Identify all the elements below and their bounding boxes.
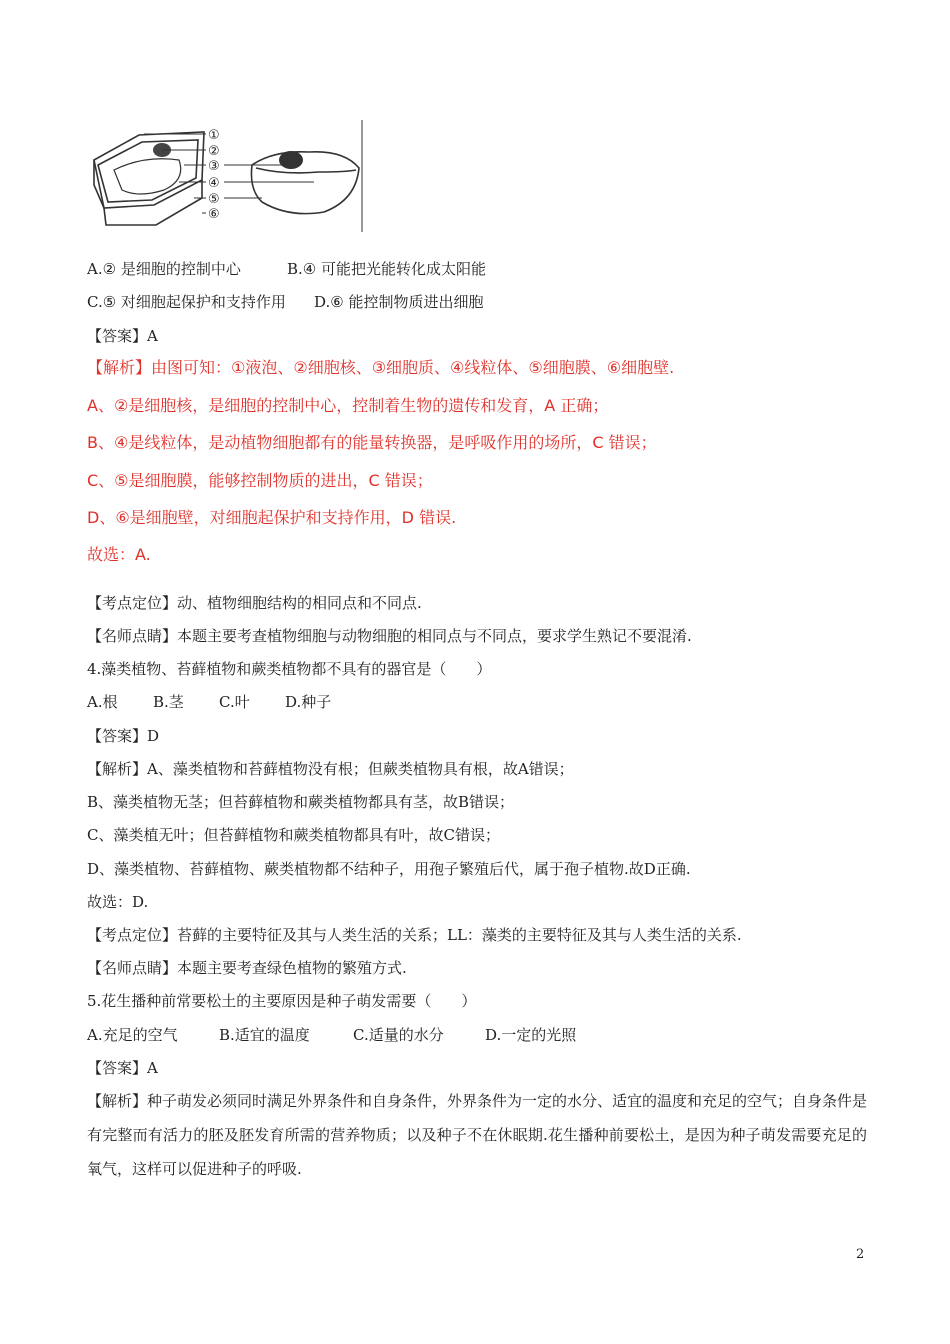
q3-options-row1 — [87, 259, 486, 279]
animal-cell-drawing — [251, 152, 359, 214]
figure-label-3: ③ — [208, 159, 220, 174]
q3-kaodian: 【考点定位】动、植物细胞结构的相同点和不同点. — [87, 594, 422, 612]
q4-analysis-line-1: 【解析】A、藻类植物和苔藓植物没有根；但蕨类植物具有根，故A错误； — [87, 760, 574, 778]
q4-option-b: B.茎 — [153, 693, 184, 711]
q4-dianjing: 【名师点睛】本题主要考查绿色植物的繁殖方式. — [87, 959, 407, 977]
q3-analysis-line-6: 故选：A. — [87, 545, 151, 564]
q4-analysis-line-3: C、藻类植无叶；但苔藓植物和蕨类植物都具有叶，故C错误； — [87, 826, 500, 844]
figure-label-4: ④ — [208, 176, 220, 191]
page-number: 2 — [856, 1247, 865, 1262]
q5-option-d: D.一定的光照 — [485, 1026, 577, 1044]
q3-option-c: C.⑤ 对细胞起保护和支持作用 — [87, 293, 286, 311]
q3-options-row2 — [87, 292, 483, 312]
cell-structure-figure — [84, 120, 374, 235]
q5-option-c: C.适量的水分 — [353, 1026, 444, 1044]
q5-option-b: B.适宜的温度 — [219, 1026, 310, 1044]
figure-label-1: ① — [208, 128, 220, 143]
q3-option-d: D.⑥ 能控制物质进出细胞 — [314, 293, 484, 311]
q5-answer: 【答案】A — [87, 1059, 158, 1077]
q4-analysis-line-2: B、藻类植物无茎；但苔藓植物和蕨类植物都具有茎，故B错误； — [87, 793, 515, 811]
q4-answer: 【答案】D — [87, 727, 160, 745]
q5-analysis: 【解析】种子萌发必须同时满足外界条件和自身条件，外界条件为一定的水分、适宜的温度和充足的空气；自身条件是有完整而有活力的胚及胚发育所需的营养物质；以及种子不在休眠期.花生播种前要松土，是因为种子萌发需要充足的氧气，这样可以促进种子的呼吸. — [87, 1092, 868, 1178]
q4-analysis-line-5: 故选：D. — [87, 893, 149, 911]
q5-question: 5.花生播种前常要松土的主要原因是种子萌发需要（ ） — [87, 992, 477, 1010]
figure-label-2: ② — [208, 144, 220, 159]
q4-option-c: C.叶 — [219, 693, 250, 711]
animal-cell-nucleus — [279, 151, 303, 169]
q4-question: 4.藻类植物、苔藓植物和蕨类植物都不具有的器官是（ ） — [87, 660, 492, 678]
q3-analysis-line-3: B、④是线粒体，是动植物细胞都有的能量转换器，是呼吸作用的场所，C 错误； — [87, 433, 657, 452]
q3-answer: 【答案】A — [87, 327, 158, 345]
q5-options — [87, 1025, 576, 1045]
q5-option-a: A.充足的空气 — [87, 1026, 178, 1044]
q4-options — [87, 692, 331, 712]
q3-analysis-line-1: 【解析】由图可知：①液泡、②细胞核、③细胞质、④线粒体、⑤细胞膜、⑥细胞壁. — [87, 358, 675, 377]
q3-analysis-line-4: C、⑤是细胞膜，能够控制物质的进出，C 错误； — [87, 471, 433, 490]
figure-label-5: ⑤ — [208, 192, 220, 207]
q4-option-a: A.根 — [87, 693, 118, 711]
q3-option-b: B.④ 可能把光能转化成太阳能 — [287, 260, 487, 278]
q3-analysis-line-2: A、②是细胞核，是细胞的控制中心，控制着生物的遗传和发育，A 正确； — [87, 396, 609, 415]
q4-kaodian: 【考点定位】苔藓的主要特征及其与人类生活的关系；LL：藻类的主要特征及其与人类生活的关系. — [87, 926, 742, 944]
q4-analysis-line-4: D、藻类植物、苔藓植物、蕨类植物都不结种子，用孢子繁殖后代，属于孢子植物.故D正确. — [87, 860, 691, 878]
figure-label-6: ⑥ — [208, 207, 220, 222]
q3-dianjing: 【名师点睛】本题主要考查植物细胞与动物细胞的相同点与不同点，要求学生熟记不要混淆. — [87, 627, 692, 645]
q3-option-a: A.② 是细胞的控制中心 — [87, 260, 241, 278]
label-lines — [144, 120, 362, 232]
plant-cell-drawing — [94, 132, 204, 225]
q4-option-d: D.种子 — [285, 693, 332, 711]
q3-analysis-line-5: D、⑥是细胞壁，对细胞起保护和支持作用，D 错误. — [87, 508, 457, 527]
